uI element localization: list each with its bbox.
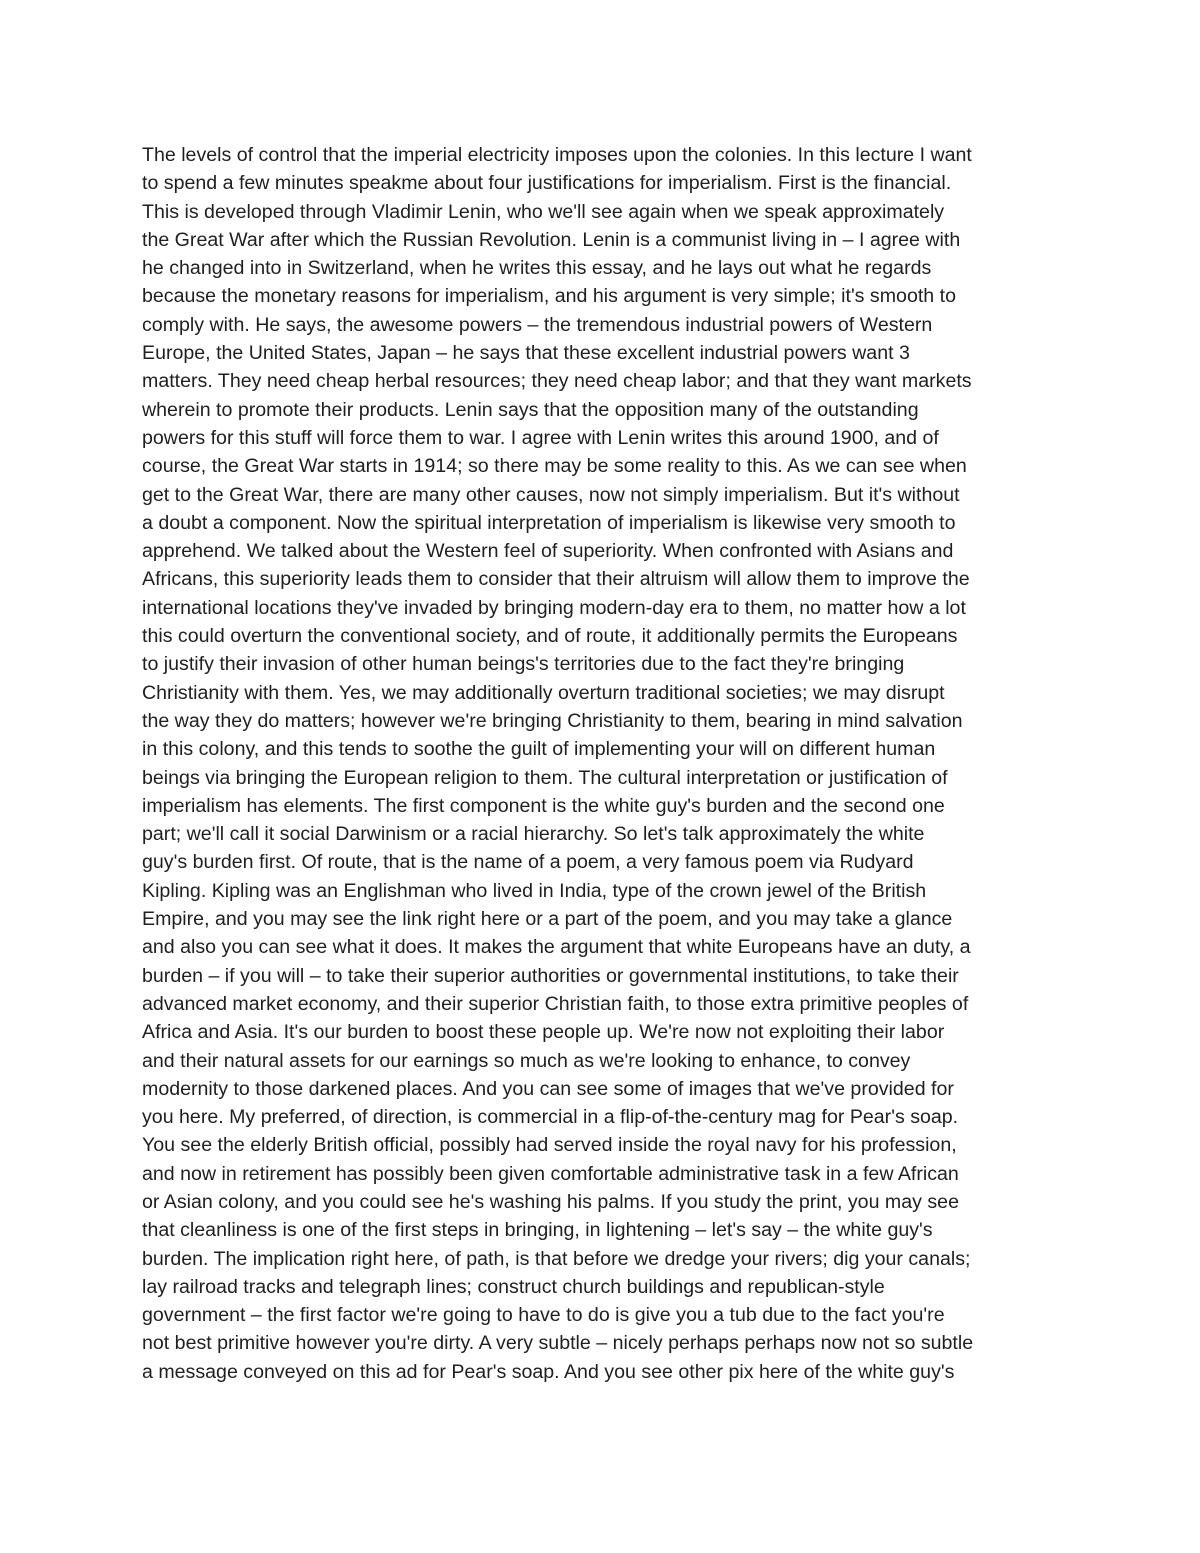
text-line: advanced market economy, and their superior Christian faith, to those extra primitive peoples of <box>142 992 969 1015</box>
text-line: not best primitive however you're dirty. A very subtle – nicely perhaps perhaps now not so subtle <box>142 1332 974 1355</box>
text-line: and now in retirement has possibly been given comfortable administrative task in a few African <box>142 1162 959 1185</box>
text-line: the way they do matters; however we're bringing Christianity to them, bearing in mind salvation <box>142 709 963 732</box>
text-line: he changed into in Switzerland, when he writes this essay, and he lays out what he regards <box>142 257 932 280</box>
text-line: to justify their invasion of other human beings's territories due to the fact they're bringing <box>142 653 905 676</box>
text-line: in this colony, and this tends to soothe the guilt of implementing your will on different human <box>142 738 936 761</box>
text-line: because the monetary reasons for imperialism, and his argument is very simple; it's smooth to <box>142 285 956 308</box>
text-line: wherein to promote their products. Lenin says that the opposition many of the outstanding <box>142 398 919 421</box>
text-line: Kipling. Kipling was an Englishman who lived in India, type of the crown jewel of the British <box>142 879 927 902</box>
text-line: You see the elderly British official, possibly had served inside the royal navy for his profession, <box>142 1134 957 1157</box>
text-line: imperialism has elements. The first component is the white guy's burden and the second one <box>142 794 945 817</box>
text-line: you here. My preferred, of direction, is commercial in a flip-of-the-century mag for Pear's soap. <box>142 1106 959 1129</box>
text-line: government – the first factor we're going to have to do is give you a tub due to the fact you're <box>142 1304 945 1327</box>
text-line: that cleanliness is one of the first steps in bringing, in lightening – let's say – the white guy's <box>142 1219 933 1242</box>
text-line: Europe, the United States, Japan – he says that these excellent industrial powers want 3 <box>142 342 910 365</box>
text-line: to spend a few minutes speakme about four justifications for imperialism. First is the financial. <box>142 172 952 195</box>
text-line: matters. They need cheap herbal resources; they need cheap labor; and that they want markets <box>142 370 972 393</box>
text-line: The levels of control that the imperial electricity imposes upon the colonies. In this lecture I want <box>142 144 972 166</box>
text-line: beings via bringing the European religion to them. The cultural interpretation or justification of <box>142 766 948 789</box>
body-paragraph <box>142 141 1062 1386</box>
text-line: powers for this stuff will force them to war. I agree with Lenin writes this around 1900, and of <box>142 426 939 449</box>
text-line: the Great War after which the Russian Revolution. Lenin is a communist living in – I agree with <box>142 228 961 251</box>
text-line: or Asian colony, and you could see he's washing his palms. If you study the print, you may see <box>142 1190 959 1213</box>
text-line: this could overturn the conventional society, and of route, it additionally permits the Europeans <box>142 625 958 648</box>
text-line: and also you can see what it does. It makes the argument that white Europeans have an duty, a <box>142 936 971 959</box>
text-line: lay railroad tracks and telegraph lines; construct church buildings and republican-style <box>142 1275 885 1298</box>
text-line: Africans, this superiority leads them to consider that their altruism will allow them to improve the <box>142 568 970 591</box>
text-line: and their natural assets for our earnings so much as we're looking to enhance, to convey <box>142 1049 911 1072</box>
text-line: get to the Great War, there are many other causes, now not simply imperialism. But it's without <box>142 483 960 506</box>
text-line: Empire, and you may see the link right here or a part of the poem, and you may take a glance <box>142 908 953 931</box>
text-line: Christianity with them. Yes, we may additionally overturn traditional societies; we may disrupt <box>142 681 945 704</box>
text-line: a message conveyed on this ad for Pear's soap. And you see other pix here of the white guy's <box>142 1360 955 1383</box>
text-line: a doubt a component. Now the spiritual interpretation of imperialism is likewise very smooth to <box>142 511 956 534</box>
text-line: guy's burden first. Of route, that is the name of a poem, a very famous poem via Rudyard <box>142 851 914 874</box>
text-line: modernity to those darkened places. And you can see some of images that we've provided for <box>142 1077 954 1100</box>
text-line: part; we'll call it social Darwinism or a racial hierarchy. So let's talk approximately the white <box>142 823 925 846</box>
text-line: comply with. He says, the awesome powers – the tremendous industrial powers of Western <box>142 313 933 336</box>
text-line: international locations they've invaded by bringing modern-day era to them, no matter how a lot <box>142 596 966 619</box>
text-line: Africa and Asia. It's our burden to boost these people up. We're now not exploiting their labor <box>142 1021 945 1044</box>
text-line: This is developed through Vladimir Lenin, who we'll see again when we speak approximately <box>142 200 945 223</box>
text-line: apprehend. We talked about the Western feel of superiority. When confronted with Asians and <box>142 540 954 563</box>
text-line: burden. The implication right here, of path, is that before we dredge your rivers; dig your canals; <box>142 1247 971 1270</box>
text-line: burden – if you will – to take their superior authorities or governmental institutions, to take their <box>142 964 959 987</box>
text-line: course, the Great War starts in 1914; so there may be some reality to this. As we can see when <box>142 455 967 478</box>
